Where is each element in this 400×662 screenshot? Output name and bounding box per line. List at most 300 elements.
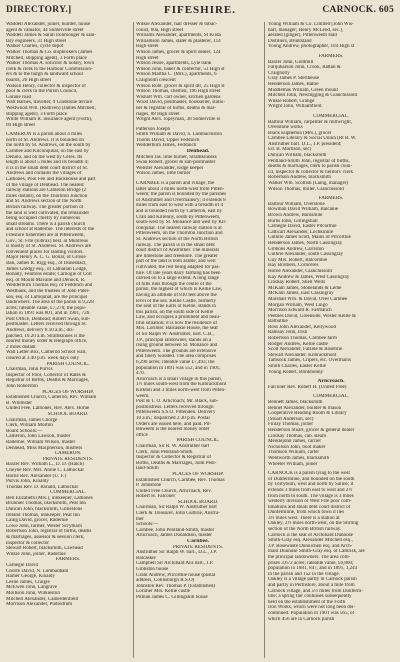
- directory-line: Leslie James, Craigie: [6, 579, 50, 585]
- directory-line: Carnbee Literary & Social Union (Rt R. W.: [268, 136, 357, 142]
- directory-line: Thomson William, carter: [268, 450, 320, 456]
- directory-line: Mitchell, shipping agent), 3 Forth place: [6, 55, 87, 61]
- directory-line: the land is well cultivated, the remainder: [6, 210, 90, 216]
- directory-line: Balfour William, Overstone: [268, 201, 325, 207]
- directory-line: Webster Alexander, lodge keeper: [136, 165, 204, 171]
- directory-line: Clerk, John Pentland-Smith: [136, 449, 193, 455]
- directory-line: Brown Andrew, Barnsmile: [268, 213, 323, 218]
- directory-line: south-west by St. Monance and west by Kil-: [136, 220, 227, 226]
- directory-line: Smith-Gray esq. Alexander Mitchell esq.,: [268, 538, 353, 544]
- directory-line: Williams Alexander, apartments, St Kilda: [136, 33, 221, 39]
- directory-line: Carnbee and Kilconquhar, on the east by: [6, 149, 89, 155]
- directory-line: shipping agent), 3 Forth place: [6, 111, 67, 117]
- directory-line: B. Whimster: [6, 400, 32, 406]
- directory-line: Robertson Thomas, Carnbee farm: [268, 336, 337, 342]
- directory-line: Purvis John, Kinaldy: [6, 479, 49, 485]
- directory-line: it is in the small debt court district of St.: [6, 165, 89, 171]
- directory-line: 2 miles distant: [6, 344, 36, 350]
- directory-line: extends 3 miles from east to west and 2½: [268, 487, 353, 493]
- directory-line: Kay Andrew & James, West Cassingray: [268, 274, 350, 280]
- directory-line: Chairman, James Chorge: [6, 417, 58, 423]
- directory-line: of the village of Denhead. The nearest: [6, 182, 84, 188]
- directory-line: binations and small debt court district of: [268, 504, 351, 510]
- directory-line: SCHOOL BOARD.: [47, 411, 89, 417]
- directory-line: Inspector & Collector & Registrar of: [136, 455, 212, 461]
- directory-line: Walker Thomas & Co. shipbrokers (James: [6, 49, 93, 55]
- directory-line: Guy Mrs. Robert, Balcombie: [268, 257, 328, 263]
- directory-line: Major Henry A. C. G. Bonar, of Grosie: [6, 255, 86, 261]
- directory-line: Duncan John, blacksmith, Gilliestons: [6, 507, 83, 513]
- directory-line: of Anstruther and Overmainsry; it extends 8: [136, 197, 226, 203]
- directory-line: Lathones, Pool Fen and Backhouse and part: [6, 177, 96, 183]
- directory-line: length is about 5 miles and its breadth 4;: [6, 160, 89, 166]
- directory-line: hart, manager; Henry McLeod, sec.),: [268, 27, 344, 33]
- directory-line: Horne Alexander, Gianchissold: [268, 268, 332, 274]
- directory-line: clerk & clerk to the Harbour Commission-: [6, 66, 93, 72]
- directory-line: cleared at 3.40 p.m. week days only: [6, 356, 80, 362]
- directory-line: Law, and occupies a prominent and beau-: [136, 315, 221, 321]
- directory-line: Ireland Thomas, innkeeper, Peat Inn: [6, 512, 80, 518]
- directory-line: riages, 88 High street: [136, 111, 180, 117]
- directory-line: CAMERON.: [54, 451, 82, 457]
- directory-line: ther: [136, 516, 144, 522]
- directory-line: agent & valuator, 44 Somerville street: [6, 27, 84, 33]
- header-right: CARNOCK. 605: [322, 5, 394, 15]
- directory-line: 6,296 acres; rateable value £7,493; the: [136, 360, 215, 366]
- directory-line: Dunfermline, from which town it lies: [268, 510, 345, 516]
- directory-line: Wright John, Williamfield: [268, 104, 322, 110]
- directory-line: Marshall Wm. & David, Over Carnbee: [268, 296, 348, 302]
- directory-line: COMMERCIAL.: [313, 113, 349, 119]
- directory-line: cil, inspector & collector & heritors' clerk: [268, 169, 354, 175]
- directory-line: 3½ miles west. There is a station at: [268, 515, 340, 521]
- directory-line: Watson Henry, collector & inspector of: [6, 83, 86, 89]
- directory-line: FARMERS.: [318, 53, 344, 59]
- directory-line: is mostly of St. Andrews. St. Andrews are: [6, 244, 92, 250]
- directory-line: Pittenweem, on the Thornton Junction and: [136, 231, 223, 237]
- directory-line: P. Johnstone: [136, 483, 162, 489]
- directory-line: Carnegie David: [6, 563, 39, 568]
- directory-line: the principal landowners. The area com-: [268, 555, 351, 561]
- directory-line: Oakley is a village partly in Carnock parish: [268, 577, 357, 583]
- header-left: DIRECTORY.]: [6, 5, 72, 15]
- directory-line: being occupied chiefly by numerous: [6, 216, 81, 222]
- directory-line: FARMERS.: [318, 196, 344, 202]
- directory-line: acres; rateable value, £7,278; the popu-: [6, 305, 87, 311]
- directory-line: SCHOOL BOARD.: [177, 499, 219, 505]
- directory-line: and finely wooded. The area comprises: [136, 354, 216, 360]
- directory-line: Westwood Wm. (Ruthven) (James Mitchell,: [6, 105, 96, 111]
- directory-line: Crail and Kilrenny, south by Pittenweem,: [136, 214, 221, 220]
- directory-line: 1½ miles south-west from the Kilbrackmont: [136, 382, 227, 388]
- directory-line: this parish, on the south side of Kellie: [136, 309, 214, 315]
- header-title: FIFESHIRE.: [163, 4, 237, 16]
- directory-line: Wishart Wm. cart owner, kitchen gardens: [136, 94, 221, 100]
- directory-line: Craigholm crescent: [136, 77, 176, 83]
- directory-line: Wilson Robt. grocer & spirit dlr, 25 High st: [136, 83, 225, 89]
- directory-line: 10 a.m.; dispatched 2.30 p.m. Postal: [136, 415, 210, 421]
- directory-line: boards, 26 High street: [6, 77, 51, 83]
- directory-line: (Stuart Anderson, sec): [268, 416, 314, 422]
- directory-line: Farquharson John, Crook, Rattan &: [268, 65, 341, 71]
- directory-line: aerated (ginger), Pittenweem Hall: [268, 33, 338, 39]
- directory-line: CARNOCK is a parish lying to the west: [268, 471, 350, 477]
- directory-line: Westbank, and the trustees of John Pater-: [6, 288, 90, 294]
- directory-line: westerly division of West Fife poor com-: [268, 499, 352, 505]
- directory-line: J.P., principal landowner, stands on a: [136, 337, 212, 343]
- directory-line: PRIVATE RESIDENTS.: [42, 456, 94, 462]
- directory-line: lation in 1891 was 801, and in 1901, 726.: [6, 311, 91, 317]
- directory-line: Established Church, Cameron, Rev. William: [6, 395, 97, 401]
- directory-line: Denhead.: [186, 149, 210, 155]
- directory-line: ibald Dunnose Smith-Gray esq. of Lathrisk, are: [268, 549, 365, 555]
- directory-line: Radernie, William Wilson, master: [6, 439, 76, 445]
- directory-line: Post Office, Denhead; Robert Swan, sub-: [6, 316, 91, 322]
- directory-line: Robert H. Falconer: [136, 494, 176, 500]
- directory-line: miles distant), on the Thornton Junction: [6, 193, 88, 199]
- directory-line: patched, 10.20 a.m. Strathkinnes is the: [6, 333, 85, 339]
- directory-line: British railway. The greater portion of: [6, 205, 84, 210]
- directory-line: Carnock village, and 5½ miles from Dunferm-: [268, 588, 363, 594]
- directory-line: Registrar of Births, Deaths & Marriages,: [6, 378, 90, 384]
- directory-line: continued. Population in 1901 was 565, of: [268, 610, 355, 616]
- directory-line: Watt Barnes, traveller, 9 Gladstone terrace: [6, 100, 93, 106]
- directory-line: Craigholly: [268, 70, 290, 76]
- directory-line: & marriages, assessor & session clerk,: [6, 535, 85, 541]
- directory-line: Guthrie James Scott, Mains of Pitcorthie: [268, 235, 351, 241]
- directory-line: McKain James, Stonelands & Leme: [268, 285, 342, 291]
- directory-line: which 456 are in Carnock parish: [268, 616, 335, 622]
- directory-line: Balcaskie: [136, 555, 156, 561]
- directory-line: Patterson Joseph: [136, 126, 171, 132]
- directory-line: Morrison Alexander, Pudlodrum: [6, 602, 73, 608]
- directory-line: Ed. B. Martison, sec): [268, 147, 312, 153]
- directory-line: Wilkie Robert, Grange: [268, 98, 315, 104]
- directory-line: stan, James R. Rigg esq., of Dunesnact,: [6, 260, 87, 266]
- directory-line: PARISH COUNCIL.: [46, 361, 90, 367]
- directory-line: Carnbee, John Pentland-Smith, master: [136, 527, 215, 533]
- directory-line: 69 High street: [6, 122, 35, 128]
- directory-line: ner & registrar of births, deaths & mar-: [136, 105, 216, 111]
- directory-line: of Sir Ralph W. Anstruther, bart. C.B.,: [136, 332, 214, 338]
- directory-line: rising ground between St. Monance and: [136, 343, 218, 349]
- directory-line: Wilson James, grocer & spirit dealer, 124: [136, 49, 221, 55]
- directory-line: Tamsock James, Cripers, etc. Overmains: [268, 358, 351, 364]
- directory-line: small streams. There is a parish church: [6, 221, 86, 227]
- directory-line: landowners. The area of the parish is 9,228: [6, 300, 94, 306]
- directory-line: Garane road: [6, 94, 32, 100]
- directory-line: United Free Church, Arncroach, Rev.: [136, 488, 212, 494]
- directory-line: Clerk & Treasurer, John Guthrie, Anstru-: [136, 511, 220, 517]
- directory-line: PARISH COUNCIL.: [176, 438, 220, 444]
- directory-line: Bowman David William, Balcanie: [268, 207, 339, 213]
- directory-line: Stewart Alexander, Kilbrackmont: [268, 352, 337, 358]
- directory-line: St. Andrews section of the North British: [136, 236, 218, 242]
- directory-line: Rodger Andrew, Kellie castle: [268, 341, 328, 347]
- directory-line: and partly in Perthshire, about a mile from: [268, 583, 355, 588]
- directory-line: Bonally, Fenitons estate; Carnogie of Coll: [6, 272, 92, 278]
- directory-line: Andrews and contains the villages of: [6, 171, 82, 177]
- directory-line: of hills runs through the centre of the: [136, 281, 212, 287]
- directory-line: the seat of the Earls of Kellie, stands in: [136, 304, 216, 310]
- directory-line: Fifeshire fishermen are at Pittenweem,: [6, 232, 85, 238]
- directory-line: Overstone works: [268, 125, 303, 131]
- directory-line: Anstruther bart. D.L., J.P. president;: [268, 141, 342, 147]
- directory-line: Horne Rev. Alexander (U. F.): [6, 473, 66, 479]
- directory-line: Young Andrew, photographer, 104 High st: [268, 44, 355, 50]
- directory-line: Henderson James, North Cassingray: [268, 240, 343, 246]
- directory-line: COMMERCIAL.: [313, 394, 349, 400]
- directory-line: Board Schools:—: [6, 428, 43, 434]
- directory-line: Smith William & David, S. Lumbachiston: [136, 132, 222, 138]
- directory-line: Arncroach is a small village in this parish,: [136, 376, 223, 382]
- directory-line: Campbell Sir Archibald Ava bart., J.P.: [136, 561, 214, 567]
- directory-line: Wood David, postmaster, bookseller, statio-: [136, 100, 226, 106]
- directory-line: Wilson John, baker & confector, 53 High st: [136, 66, 225, 72]
- directory-line: Duncan William, blacksmith: [268, 153, 327, 159]
- directory-line: Mitchell Jas. lime burner, Strathkinness: [136, 154, 217, 160]
- directory-line: and St. Andrews section of the North: [6, 199, 82, 205]
- directory-line: Carnock is the seat of Archibald Dunnose: [268, 532, 353, 538]
- directory-line: Wall Letter Box, Cameron School wall,: [6, 350, 87, 356]
- directory-line: held on the establishment of the Forth: [268, 599, 346, 605]
- directory-line: Wedderburn James, Feddinch: [136, 143, 197, 149]
- directory-line: Laing David, grocer, Radernie: [6, 518, 68, 524]
- column-1: [6, 22, 130, 658]
- directory-line: Wilson Jessie, apartments, Lyle bank: [136, 61, 212, 67]
- directory-line: James Gredgy esq., of Lathallan Lodge,: [6, 266, 88, 272]
- directory-line: population in 1881, 847, and in 1891, 1,243: [268, 566, 358, 572]
- directory-line: Brunnier Thomas, blacksmith, Peat Inn: [6, 501, 86, 507]
- directory-line: Morrison Edward R. Falrbanch: [268, 308, 332, 314]
- directory-line: Wilkie John, joiner, Radernie: [6, 551, 66, 557]
- directory-line: White William R. insurance agent (Forth),: [6, 117, 93, 123]
- directory-line: Births, Deaths & Marriages, John Pent-: [136, 460, 217, 466]
- directory-line: Walker Thomas A. solicitor & notary, town: [6, 61, 95, 67]
- directory-line: Smith Charles, Easter Kellie: [268, 364, 326, 370]
- directory-line: section of the North British railway.: [268, 527, 342, 533]
- directory-line: Pittenweem S.S.O. Pittenden. Delivery: [136, 410, 216, 416]
- directory-line: Carnegie David, Easter Pitcorthie: [268, 224, 337, 230]
- directory-line: Anstruther Sir Ralph W. bart., D.L., J.P.: [136, 550, 217, 556]
- directory-line: Scott Alexander, Falside & Rosebrie: [268, 347, 343, 353]
- directory-line: Wheeler William, joiner: [268, 461, 318, 467]
- directory-line: Peebles David, Greenside, Wester Kellie &: [268, 313, 356, 319]
- directory-line: Johnston Rev. Thomas P. (Established): [136, 583, 216, 589]
- directory-line: Burns John, Gillingshall: [268, 218, 318, 224]
- directory-line: Gibbons Andrew, Carriston: [268, 246, 324, 252]
- directory-line: nearest money order & telegraph office,: [6, 339, 88, 345]
- directory-line: Bell Elizabeth (Mrs.), innkeeper, Lathones: [6, 495, 93, 501]
- directory-line: of Dunfermline, and bounded on the south: [268, 476, 355, 482]
- directory-line: office: [136, 432, 148, 438]
- directory-line: prises 3,672 acres; rateable value, £6,800;: [268, 560, 354, 566]
- directory-line: Established Church, Carnbee, Rev. Thomas: [136, 477, 225, 483]
- directory-line: Andrews, delivery 8.10 a.m.; dis-: [6, 328, 75, 334]
- directory-line: Pentland-Smith John, registrar of births,: [268, 158, 350, 164]
- directory-line: Young William & Co. Limited (John Wis-: [268, 22, 354, 27]
- directory-line: FARMERS.: [55, 557, 81, 563]
- directory-line: population in 1891 was 552, and in 1901,: [136, 365, 221, 371]
- directory-line: Gov., St. Fife (Eibrax) best. at Muntreus: [6, 238, 89, 244]
- directory-line: Orders are issued here, and paid. Pit-: [136, 421, 212, 427]
- directory-line: CAMERON is a parish about 4 miles: [6, 132, 83, 138]
- directory-line: by Torryburn, west and north by Saline; it: [268, 482, 354, 488]
- directory-line: Falconer Rev. Robert H. (United Free): [268, 384, 347, 390]
- directory-line: Wedderburn Thomas esq. of Feddinch and: [6, 283, 93, 289]
- directory-line: Distillers, Bruntsland: [268, 38, 312, 44]
- directory-line: Wentworth James, blacksmith: [268, 455, 330, 461]
- directory-line: PLACES OF WORSHIP.: [42, 389, 94, 395]
- directory-line: Finlay Thomas, joiner: [268, 422, 314, 428]
- directory-line: Mitchell John, Newbigging & Gianchissold: [268, 93, 357, 99]
- directory-line: Cooperative Reading Room & Library: [268, 411, 347, 417]
- directory-line: Robertson Andrew, blacksmith: [268, 175, 331, 181]
- directory-line: Nicholson John, boot maker: [268, 444, 326, 450]
- column-2: [136, 22, 260, 658]
- directory-line: address, Colinsburgh R.S.O): [136, 578, 195, 584]
- directory-line: Ross John Alexander, Kellywood: [268, 324, 336, 330]
- directory-line: conist, 60a, High street: [136, 27, 184, 33]
- directory-line: level of the sea. Kellie Castle, formerly: [136, 298, 217, 304]
- directory-line: Robertson John, registrar of births, deaths: [6, 529, 92, 535]
- directory-line: Williamson James, slater & plasterer, 114: [136, 38, 221, 44]
- directory-line: Waddell James & Sarah ironmonger & sani-: [6, 33, 97, 39]
- directory-line: Lowe John, farmer, Wester Scrytharn: [6, 523, 82, 529]
- directory-line: Chairman, John Purvis: [6, 367, 53, 373]
- directory-line: land-Smith: [136, 466, 159, 472]
- directory-line: Chairman, Sir R. W. Anstruther bart: [136, 443, 210, 449]
- directory-line: Henderson Stuart, grocer & general dealer: [268, 427, 355, 433]
- directory-line: postmistress. Letters received through: [136, 404, 214, 410]
- column-rule: [133, 22, 134, 658]
- directory-line: Bennett James, blacksmith: [268, 400, 323, 405]
- directory-line: tary engineers, 31 High street: [6, 38, 67, 44]
- directory-line: Arncroach.: [317, 379, 345, 385]
- directory-line: Inspector of Poor, Collector of Rates &: [6, 372, 87, 378]
- directory-line: Wright Alex. ropeyman, 38 Somerville st: [136, 117, 220, 123]
- directory-line: United Free, Lathones, Rev. Alex. Horne: [6, 406, 90, 412]
- directory-line: Stewart Robert, blacksmith, Lawhead: [6, 546, 83, 552]
- directory-line: deaths & marriages, clerk to parish coun-: [268, 164, 353, 170]
- directory-line: Middlemas William, Green mount: [268, 87, 338, 93]
- directory-line: Schools:—: [136, 522, 159, 528]
- directory-line: Thoms David, Upper Feddinch: [136, 137, 200, 143]
- directory-line: Wilson Thomas, miller, Gianchissold: [268, 186, 344, 192]
- directory-line: Henderson James, Baltie: [268, 81, 319, 87]
- directory-line: Denhead, Miss Macpherson, mistress: [6, 445, 83, 451]
- directory-line: Baxter Rev. William L., D. D. (Hatch): [6, 462, 84, 468]
- directory-line: Ramsay John, Irish: [268, 330, 308, 336]
- directory-line: Gibliston house: [136, 567, 169, 572]
- directory-line: miles from east to west with a breadth of 4: [136, 203, 223, 209]
- directory-line: Cameron, John Lawson, master: [6, 434, 71, 440]
- directory-line: ture. Of late years dairy farming has been: [136, 270, 221, 276]
- directory-line: Lindsay Thomas, cab. steam: [268, 433, 327, 439]
- directory-line: Black Euphemia (Mrs.), grocer: [268, 130, 332, 136]
- directory-line: John Roberston: [6, 384, 38, 389]
- directory-line: Waddell Alexander, joiner, builder, house: [6, 22, 91, 27]
- directory-line: Oakley, 2½ miles north-west, on the Stirling: [268, 521, 359, 527]
- directory-line: Chorre David, N. Lumbadham: [6, 568, 69, 574]
- directory-line: part of the land is both arable, and well: [136, 259, 216, 265]
- directory-line: 470.: [136, 371, 145, 377]
- directory-line: Swan Robert, grocer & sub-postmaster: [136, 160, 216, 166]
- directory-line: Gray James P. Sterlheuse: [268, 76, 320, 82]
- directory-line: weem.: [136, 393, 150, 399]
- directory-line: Baxter John, Goldmill: [268, 59, 314, 65]
- directory-line: and school at Radernie. The interests of the: [6, 227, 95, 233]
- directory-line: PLACES OF WORSHIP.: [172, 471, 224, 477]
- directory-line: Wilson Martha C. (Mrs.), apartments, 6: [136, 72, 217, 78]
- directory-line: are limestone and freestone. The greater: [136, 253, 218, 259]
- directory-line: Pittenweem. The grounds are extensive: [136, 348, 217, 354]
- directory-line: Clerk, William Morton: [6, 423, 53, 429]
- directory-line: north of St. Andrews. It is bounded on: [6, 137, 84, 143]
- directory-line: Meiklejohn James, carrier: [268, 439, 322, 445]
- directory-line: Iron Works, which were not long been dis-: [268, 605, 355, 611]
- directory-line: Walker Wm. Scottish (Laing, manager): [268, 181, 349, 187]
- directory-line: inspector & collector: [6, 540, 49, 546]
- directory-line: Walker Charles, cycle depot: [6, 44, 64, 50]
- directory-line: McEwen John, Langrave: [6, 585, 58, 591]
- directory-line: Carnbee.: [187, 539, 209, 545]
- directory-line: Hay Brothers, Cornceres: [268, 263, 319, 269]
- directory-line: Morgan William, West Lingo: [268, 302, 328, 308]
- directory-line: Mrs. Lorimer. Balcaskie House, the seat: [136, 326, 218, 332]
- directory-line: court district of Anstruther. The minerals: [136, 248, 220, 254]
- directory-line: McKain James, East Cassingray: [268, 291, 334, 297]
- directory-line: Lindsay Robert, Sheil Wells: [268, 280, 326, 286]
- directory-line: convenient places for landing visitors.: [6, 249, 84, 255]
- directory-line: Lorimer Mrs. Kellie castle: [136, 589, 191, 595]
- directory-line: parish, the highest of which is Kellie Law,: [136, 287, 223, 293]
- directory-line: CARNBEE is a parish and village, the: [136, 181, 215, 187]
- directory-line: PRIVATE RESIDENTS.: [172, 544, 224, 550]
- directory-line: Denino, and on the west by Ceres. Its: [6, 154, 83, 160]
- directory-line: Grant Andrew, Pitcorthie house (postal: [136, 572, 216, 578]
- directory-line: cultivated, the rest being adapted for pas-: [136, 264, 221, 270]
- directory-line: conquhar. The nearest railway station is at: [136, 225, 222, 231]
- directory-line: the north by St. Andrews, on the south by: [6, 143, 91, 149]
- column-rule: [264, 22, 265, 658]
- directory-line: COMMERCIAL.: [50, 490, 86, 496]
- page-header: [6, 5, 394, 19]
- directory-line: Balfour William, carpenter & millwright,: [268, 119, 353, 125]
- directory-line: railway. The parish is in the small debt: [136, 242, 215, 248]
- directory-line: Guthrie Alexander, south Cassingray: [268, 252, 344, 258]
- directory-line: carried on to a large extent. A long range: [136, 276, 219, 282]
- directory-line: poor & clerk to the Parish Council,: [6, 89, 78, 95]
- directory-line: Cheyne Rev. Mrs. Annie C. Lathockar: [6, 467, 85, 473]
- directory-line: railway stations are Cameron Bridge (2: [6, 188, 87, 194]
- directory-line: weem; the parish is bounded by the parishes: [136, 192, 227, 198]
- directory-line: Wilkie Alexander, hair dresser & tobac-: [136, 22, 218, 27]
- directory-line: Thomas Rev. D. Ronald, Lathockar: [6, 484, 79, 490]
- directory-line: Mitchell Alexander, Camerdenfield: [6, 596, 79, 602]
- directory-line: ers & to the burgh & landward school: [6, 72, 84, 78]
- directory-line: High street: [136, 44, 159, 50]
- directory-line: Bennet Alexander, builder & mason: [268, 405, 342, 411]
- directory-line: Pitman James C. Gillingshill house: [136, 594, 208, 600]
- directory-line: tenweem is the nearest money order: [136, 427, 210, 433]
- text-columns: [6, 22, 394, 658]
- directory-line: Young Robert, Blinkbonny: [268, 369, 324, 375]
- column-3: [268, 22, 394, 658]
- directory-line: in the parish and 152 in the village.: [268, 571, 340, 577]
- directory-line: having an altitude of 810 feet above the: [136, 292, 217, 298]
- directory-line: Balbuthie: [268, 319, 288, 325]
